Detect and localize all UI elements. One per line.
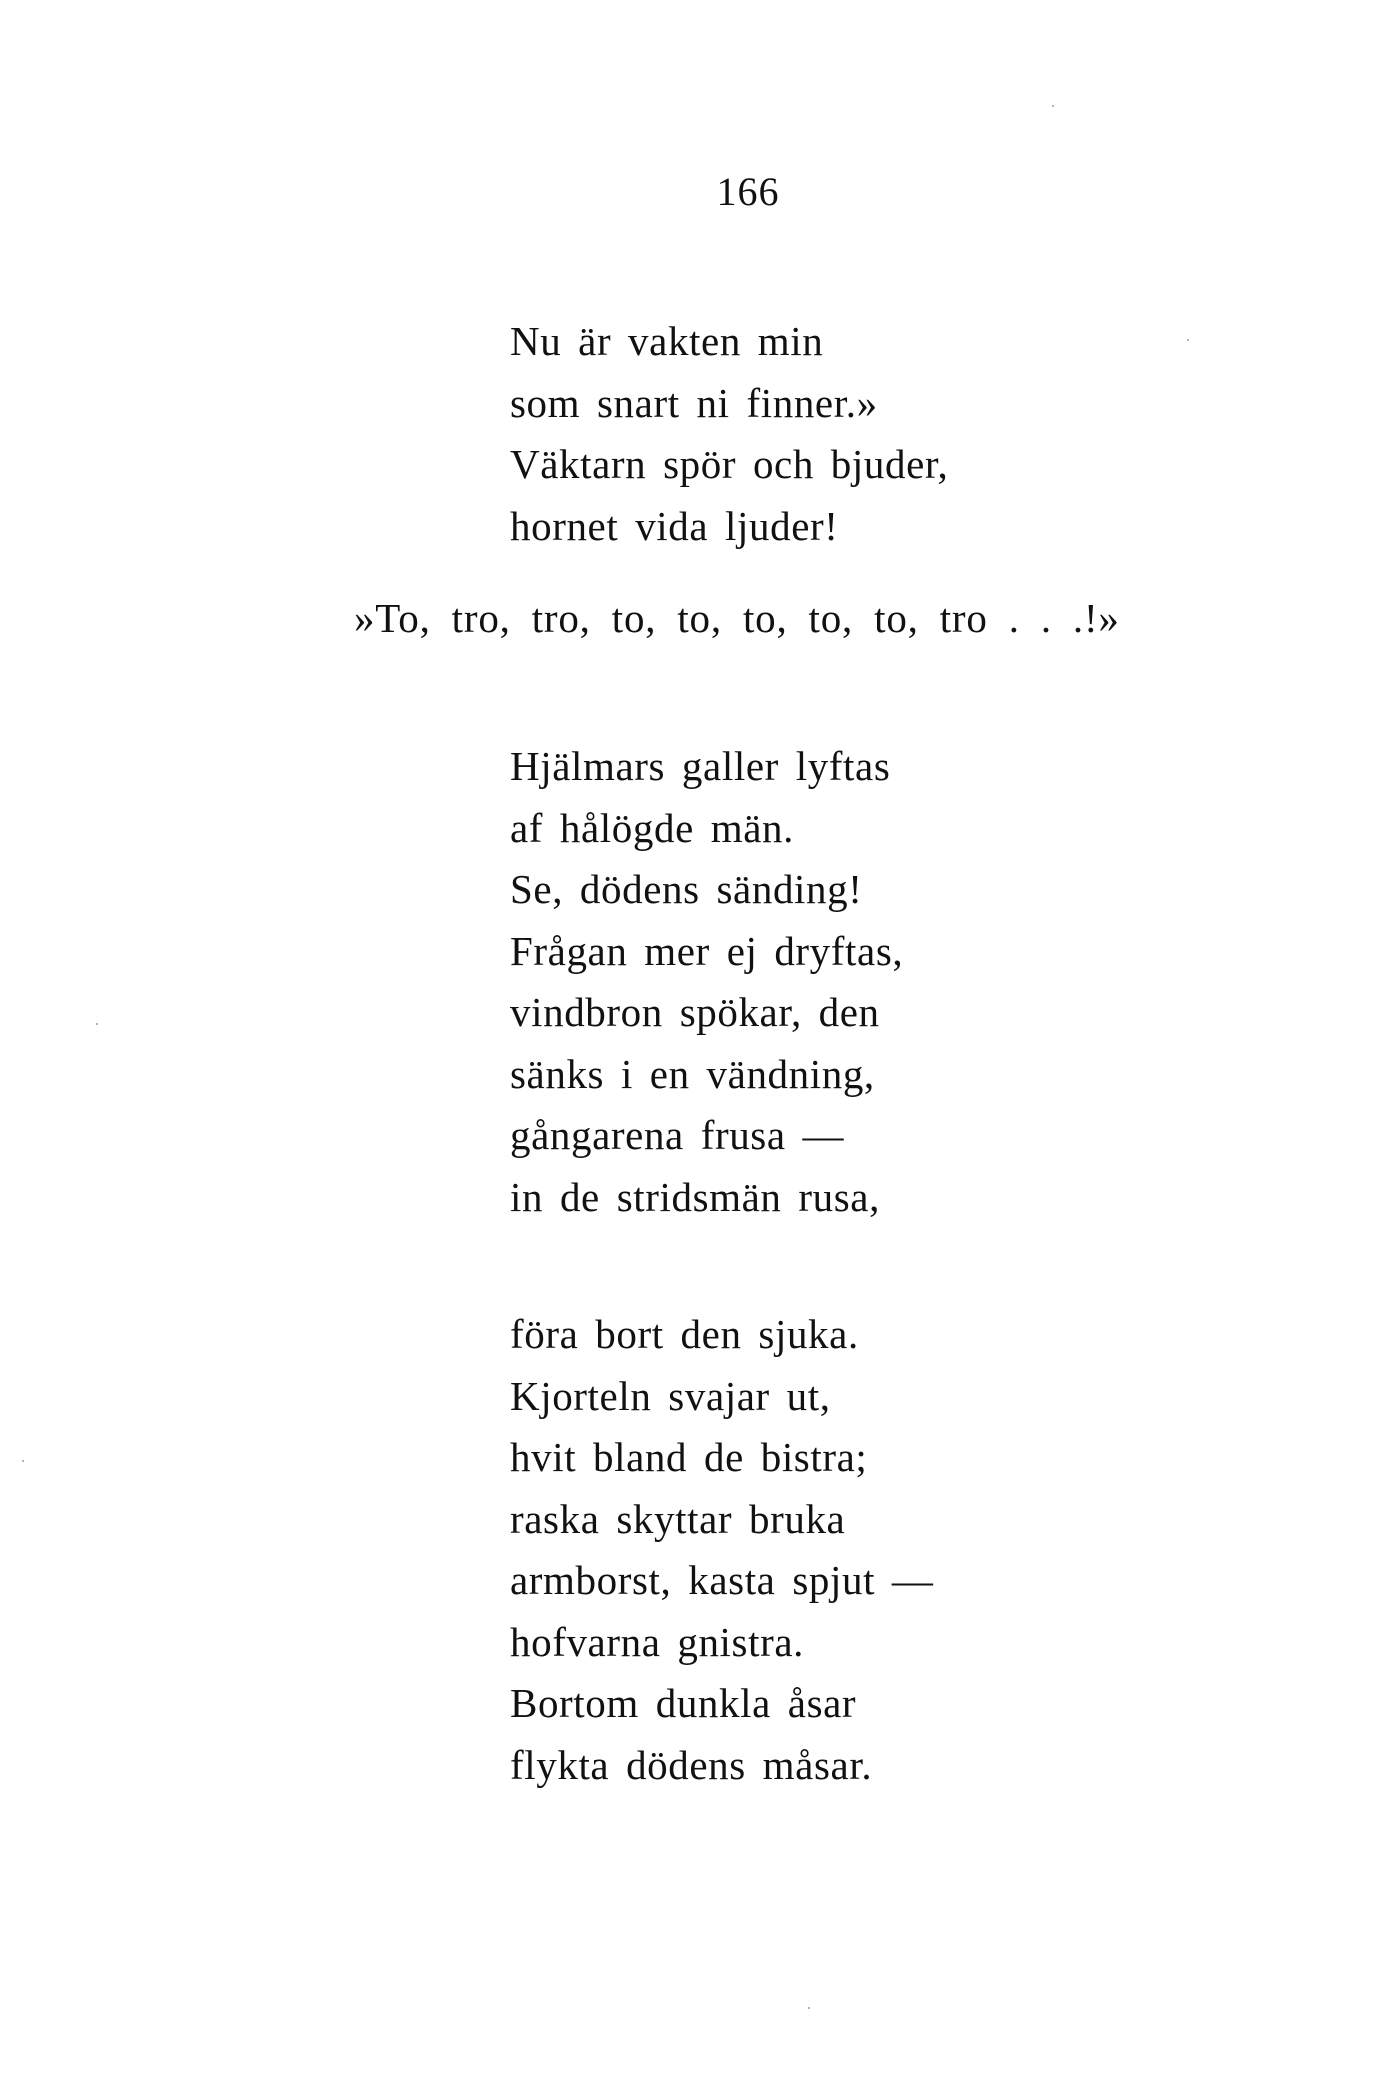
poem-line: Frågan mer ej dryftas,	[510, 927, 904, 974]
stanza-3	[510, 1304, 934, 1796]
poem-line: Kjorteln svajar ut,	[510, 1372, 831, 1419]
scan-speck	[1052, 105, 1054, 107]
scan-speck	[96, 1023, 98, 1025]
poem-line: Bortom dunkla åsar	[510, 1680, 857, 1726]
poem-line: som snart ni finner.»	[510, 379, 878, 426]
poem-line: af hålögde män.	[510, 804, 794, 851]
refrain-line: »To, tro, tro, to, to, to, to, to, tro . . .!»	[354, 595, 1120, 641]
refrain	[354, 588, 1120, 650]
poem-line: hofvarna gnistra.	[510, 1618, 804, 1665]
poem-line: armborst, kasta spjut —	[510, 1557, 934, 1603]
poem-line: Hjälmars galler lyftas	[510, 743, 891, 789]
poem-line: Väktarn spör och bjuder,	[510, 441, 949, 487]
stanza-2	[510, 736, 903, 1228]
page-number: 166	[716, 169, 780, 214]
scan-speck	[808, 2007, 810, 2009]
poem-line: raska skyttar bruka	[510, 1495, 846, 1542]
poem-line: Nu är vakten min	[510, 318, 824, 364]
poem-line: hvit bland de bistra;	[510, 1434, 868, 1480]
scan-speck	[1187, 339, 1189, 341]
stanza-1	[510, 311, 948, 557]
poem-line: in de stridsmän rusa,	[510, 1173, 880, 1220]
poem-line: hornet vida ljuder!	[510, 502, 839, 549]
scan-speck	[22, 1460, 24, 1462]
poem-line: gångarena frusa —	[510, 1112, 845, 1158]
poem-line: vindbron spökar, den	[510, 989, 880, 1035]
poem-line: föra bort den sjuka.	[510, 1311, 859, 1357]
poem-line: flykta dödens måsar.	[510, 1741, 873, 1788]
poem-line: sänks i en vändning,	[510, 1050, 875, 1097]
poem-line: Se, dödens sänding!	[510, 866, 863, 912]
